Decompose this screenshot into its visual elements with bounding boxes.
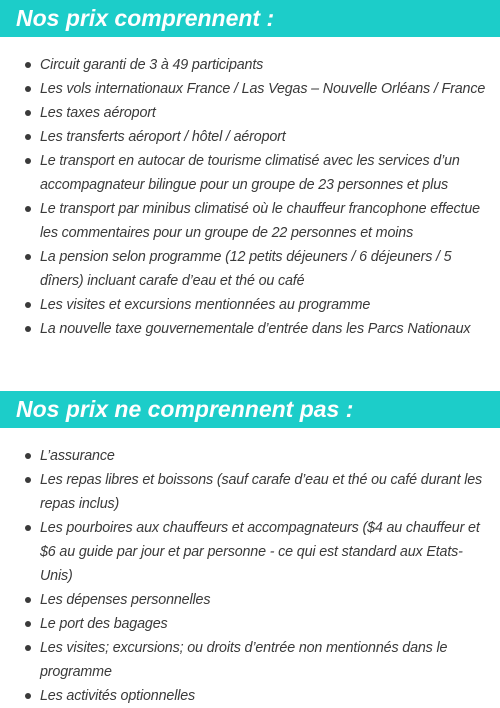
list-item-text: Les pourboires aux chauffeurs et accompagnateurs ($4 au chauffeur et $6 au guide par jour et par personne - ce qui est standard aux Etats-Unis)	[40, 520, 480, 584]
list-item	[0, 468, 500, 516]
bullet-icon	[25, 86, 31, 92]
list-item-text: Les taxes aéroport	[40, 105, 156, 121]
bullet-icon	[25, 254, 31, 260]
list-item	[0, 293, 500, 317]
list-item-text: Les visites et excursions mentionnées au programme	[40, 297, 371, 313]
list-item	[0, 101, 500, 125]
list-item-text: Les vols internationaux France / Las Vegas – Nouvelle Orléans / France	[40, 81, 486, 97]
list-item	[0, 636, 500, 684]
list-item	[0, 444, 500, 468]
bullet-icon	[25, 110, 31, 116]
list-item-text: La nouvelle taxe gouvernementale d’entrée dans les Parcs Nationaux	[40, 321, 471, 337]
list-item	[0, 77, 500, 101]
list-item	[0, 684, 500, 708]
bullet-icon	[25, 645, 31, 651]
list-item	[0, 197, 500, 245]
list-item-text: Les dépenses personnelles	[40, 592, 211, 608]
list-item-text: Les repas libres et boissons (sauf carafe d’eau et thé ou café durant les repas inclus)	[40, 472, 483, 512]
list-item-text: Les transferts aéroport / hôtel / aéroport	[40, 129, 286, 145]
list-item	[0, 125, 500, 149]
bullet-icon	[25, 477, 31, 483]
bullet-icon	[25, 62, 31, 68]
bullet-icon	[25, 302, 31, 308]
bullet-icon	[25, 326, 31, 332]
bullet-icon	[25, 525, 31, 531]
list-item	[0, 245, 500, 293]
bullet-icon	[25, 597, 31, 603]
list-item-text: Les visites; excursions; ou droits d’entrée non mentionnés dans le programme	[40, 640, 448, 680]
list-item-text: La pension selon programme (12 petits déjeuners / 6 déjeuners / 5 dîners) incluant carafe d’eau et thé ou café	[40, 249, 452, 289]
included-list	[0, 53, 500, 341]
bullet-icon	[25, 693, 31, 699]
bullet-icon	[25, 206, 31, 212]
list-item-text: Circuit garanti de 3 à 49 participants	[40, 57, 264, 73]
list-item	[0, 612, 500, 636]
list-item	[0, 516, 500, 588]
list-item-text: Le transport en autocar de tourisme climatisé avec les services d’un accompagnateur bilingue pour un groupe de 23 personnes et plus	[40, 153, 460, 193]
list-item	[0, 53, 500, 77]
bullet-icon	[25, 134, 31, 140]
list-item-text: Le port des bagages	[40, 616, 168, 632]
list-item	[0, 317, 500, 341]
bullet-icon	[25, 453, 31, 459]
list-item	[0, 588, 500, 612]
included-section-title: Nos prix comprennent :	[0, 0, 500, 37]
excluded-section-title: Nos prix ne comprennent pas :	[0, 391, 500, 428]
list-item-text: Les activités optionnelles	[40, 688, 196, 704]
list-item-text: Le transport par minibus climatisé où le chauffeur francophone effectue les commentaires pour un groupe de 22 personnes et moins	[40, 201, 480, 241]
bullet-icon	[25, 621, 31, 627]
excluded-list	[0, 444, 500, 708]
bullet-icon	[25, 158, 31, 164]
list-item-text: L’assurance	[40, 448, 115, 464]
list-item	[0, 149, 500, 197]
